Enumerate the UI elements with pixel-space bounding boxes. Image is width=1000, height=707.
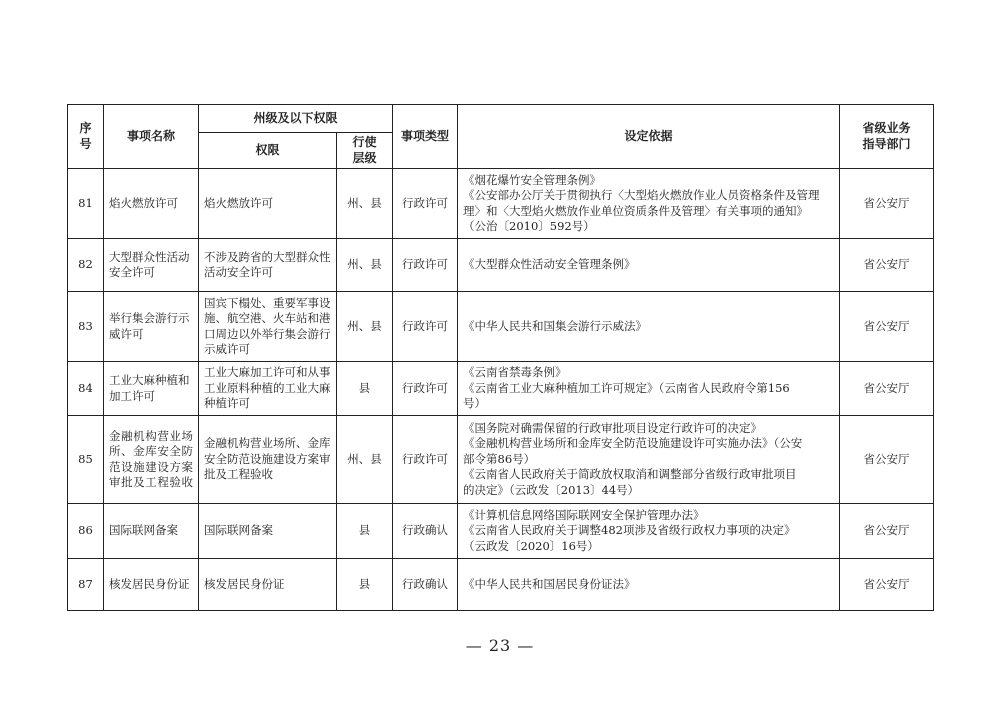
- row-dept: 省公安厅: [840, 292, 934, 362]
- row-name: 国际联网备案: [104, 504, 199, 559]
- header-dept: 省级业务 指导部门: [840, 105, 934, 169]
- basis-line: 理〉和〈大型焰火燃放作业单位资质条件及管理〉有关事项的通知》: [463, 203, 809, 218]
- row-type: 行政确认: [393, 504, 458, 559]
- basis-line: 《金融机构营业场所和金库安全防范设施建设许可实施办法》（公安: [463, 436, 803, 451]
- row-authority: 国宾下榻处、重要军事设施、航空港、火车站和港口周边以外举行集会游行示威许可: [199, 292, 337, 362]
- row-dept: 省公安厅: [840, 559, 934, 611]
- row-authority: 国际联网备案: [199, 504, 337, 559]
- row-authority: 工业大麻加工许可和从事工业原料种植的工业大麻种植许可: [199, 362, 337, 416]
- row-num: 81: [68, 169, 104, 239]
- authority-table: [67, 104, 934, 611]
- row-num: 87: [68, 559, 104, 611]
- basis-line: 《烟花爆竹安全管理条例》: [463, 172, 602, 187]
- row-basis: [458, 559, 840, 611]
- row-basis: [458, 416, 840, 504]
- row-level: 县: [337, 362, 393, 416]
- row-authority: 不涉及跨省的大型群众性活动安全许可: [199, 239, 337, 292]
- row-level: 县: [337, 504, 393, 559]
- row-type: 行政许可: [393, 292, 458, 362]
- row-type: 行政确认: [393, 559, 458, 611]
- table-row: [68, 292, 934, 362]
- table-row: [68, 559, 934, 611]
- row-name: 金融机构营业场所、金库安全防范设施建设方案审批及工程验收: [104, 416, 199, 504]
- header-authority: 权限: [199, 133, 337, 169]
- table-row: [68, 169, 934, 239]
- row-type: 行政许可: [393, 362, 458, 416]
- row-dept: 省公安厅: [840, 362, 934, 416]
- row-basis: [458, 292, 840, 362]
- header-authority-group: 州级及以下权限: [199, 105, 393, 133]
- row-level: 州、县: [337, 292, 393, 362]
- page-number: — 23 —: [465, 636, 535, 655]
- row-authority: 金融机构营业场所、金库安全防范设施建设方案审批及工程验收: [199, 416, 337, 504]
- basis-line: 《公安部办公厅关于贯彻执行〈大型焰火燃放作业人员资格条件及管理: [463, 188, 820, 202]
- table-row: [68, 362, 934, 416]
- row-name: 工业大麻种植和加工许可: [104, 362, 199, 416]
- row-name: 焰火燃放许可: [104, 169, 199, 239]
- basis-line: 部令第86号）: [463, 451, 536, 466]
- basis-line: 《大型群众性活动安全管理条例》: [463, 257, 636, 272]
- basis-line: 《云南省禁毒条例》: [463, 365, 567, 380]
- row-num: 82: [68, 239, 104, 292]
- table-row: [68, 504, 934, 559]
- row-authority: 焰火燃放许可: [199, 169, 337, 239]
- header-exercise-level: 行使 层级: [337, 133, 393, 169]
- row-name: 举行集会游行示威许可: [104, 292, 199, 362]
- table-row: [68, 239, 934, 292]
- row-num: 84: [68, 362, 104, 416]
- header-basis: 设定依据: [458, 105, 840, 169]
- basis-line: 《云南省人民政府关于简政放权取消和调整部分省级行政审批项目: [463, 467, 797, 482]
- row-dept: 省公安厅: [840, 239, 934, 292]
- header-item-type: 事项类型: [393, 105, 458, 169]
- row-basis: [458, 362, 840, 416]
- row-name: 大型群众性活动安全许可: [104, 239, 199, 292]
- basis-line: 《计算机信息网络国际联网安全保护管理办法》: [463, 507, 705, 522]
- row-type: 行政许可: [393, 239, 458, 292]
- row-dept: 省公安厅: [840, 504, 934, 559]
- basis-line: 《云南省工业大麻种植加工许可规定》（云南省人民政府令第156: [463, 380, 790, 395]
- basis-line: 《中华人民共和国居民身份证法》: [463, 576, 636, 591]
- row-dept: 省公安厅: [840, 169, 934, 239]
- row-basis: [458, 239, 840, 292]
- basis-line: （云政发〔2020〕16号）: [463, 538, 599, 553]
- header-seq: 序 号: [68, 105, 104, 169]
- row-level: 州、县: [337, 416, 393, 504]
- table-row: [68, 416, 934, 504]
- row-num: 85: [68, 416, 104, 504]
- row-level: 州、县: [337, 239, 393, 292]
- row-basis: [458, 504, 840, 559]
- row-level: 县: [337, 559, 393, 611]
- row-level: 州、县: [337, 169, 393, 239]
- basis-line: 号）: [463, 396, 487, 411]
- basis-line: 《中华人民共和国集会游行示威法》: [463, 318, 648, 333]
- row-type: 行政许可: [393, 416, 458, 504]
- row-dept: 省公安厅: [840, 416, 934, 504]
- basis-line: 的决定》（云政发〔2013〕44号）: [463, 482, 640, 497]
- row-type: 行政许可: [393, 169, 458, 239]
- basis-line: 《云南省人民政府关于调整482项涉及省级行政权力事项的决定》: [463, 523, 796, 538]
- row-num: 86: [68, 504, 104, 559]
- basis-line: 《国务院对确需保留的行政审批项目设定行政许可的决定》: [463, 420, 763, 435]
- row-authority: 核发居民身份证: [199, 559, 337, 611]
- header-item-name: 事项名称: [104, 105, 199, 169]
- row-num: 83: [68, 292, 104, 362]
- row-basis: [458, 169, 840, 239]
- basis-line: （公治〔2010〕592号）: [463, 219, 595, 233]
- row-name: 核发居民身份证: [104, 559, 199, 611]
